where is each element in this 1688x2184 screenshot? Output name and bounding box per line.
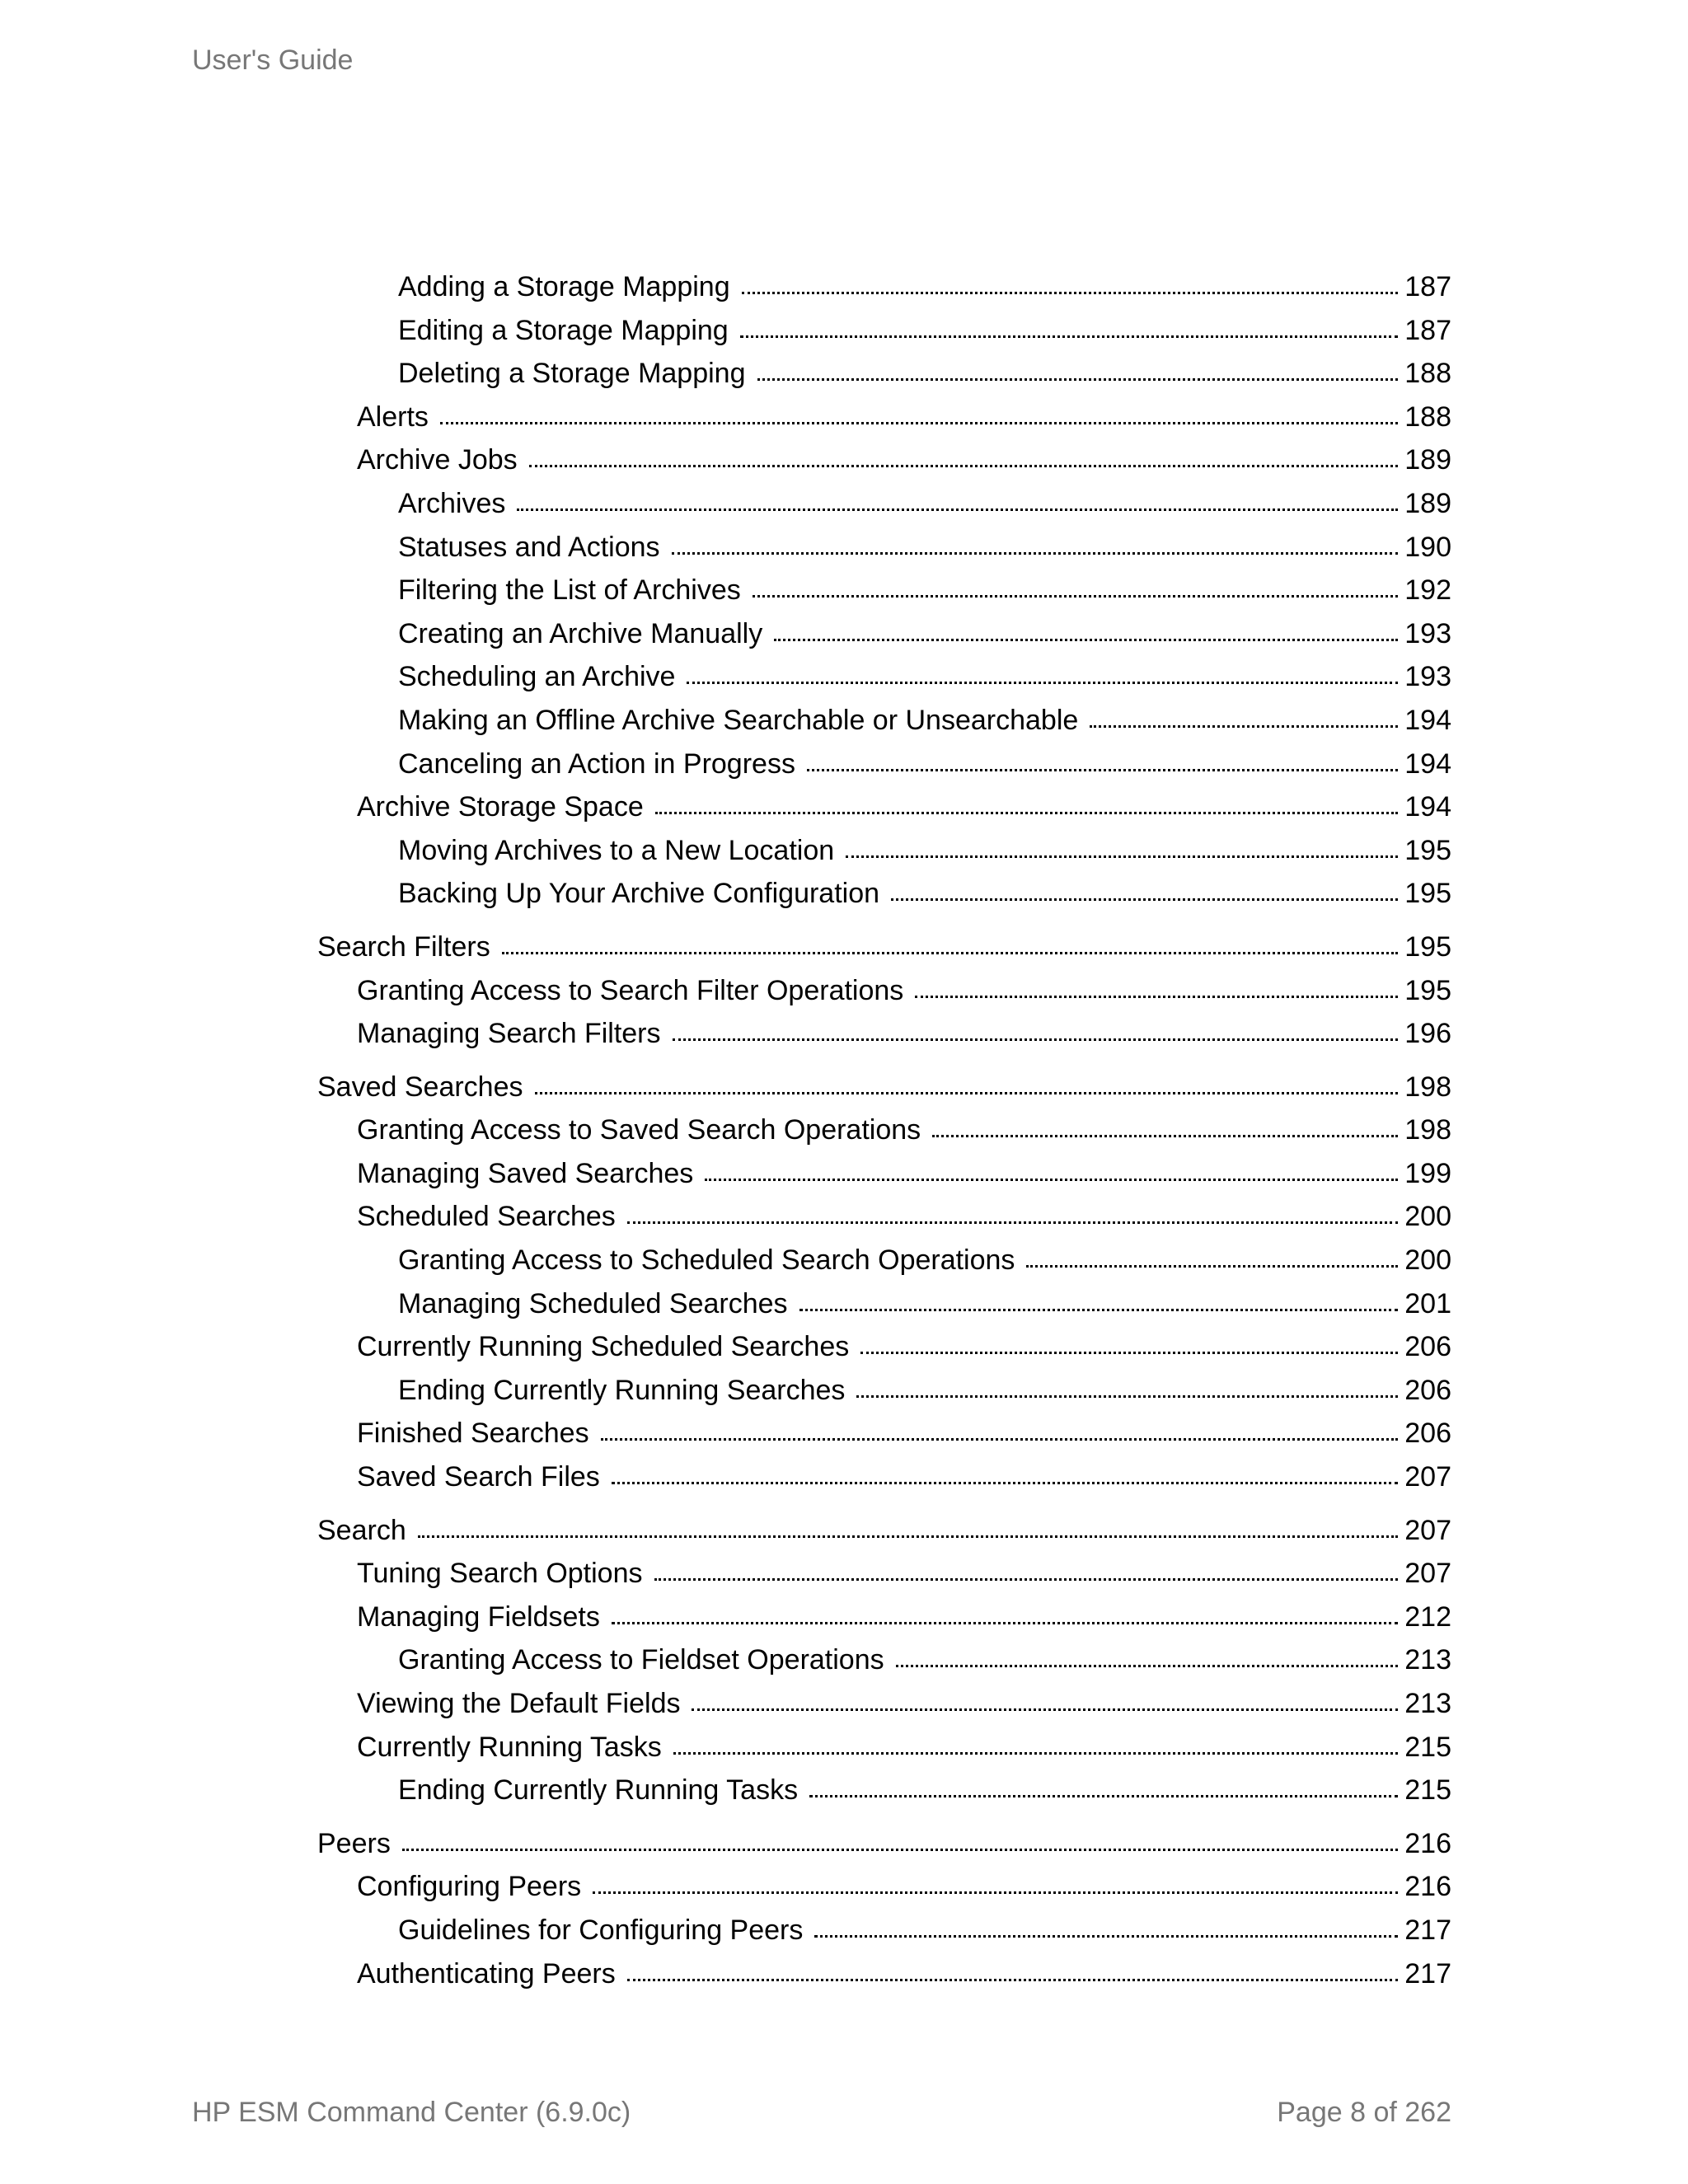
toc-entry-title: Archive Storage Space — [357, 791, 644, 823]
toc-entry-page: 206 — [1404, 1418, 1451, 1450]
toc-entry-page: 207 — [1404, 1514, 1451, 1546]
toc-entry-page: 190 — [1404, 531, 1451, 563]
toc-entry[interactable] — [317, 1726, 1451, 1769]
toc-entry-page: 213 — [1404, 1688, 1451, 1719]
toc-entry-page: 207 — [1404, 1461, 1451, 1493]
toc-entry-page: 187 — [1404, 271, 1451, 302]
toc-entry-page: 195 — [1404, 878, 1451, 910]
dot-leader — [402, 1847, 1398, 1851]
toc-entry[interactable] — [317, 1108, 1451, 1152]
dot-leader — [440, 420, 1398, 424]
toc-entry[interactable] — [317, 785, 1451, 829]
dot-leader — [654, 1577, 1399, 1581]
toc-entry-title: Authenticating Peers — [357, 1957, 616, 1990]
toc-entry[interactable] — [317, 1682, 1451, 1726]
toc-entry[interactable] — [317, 1239, 1451, 1282]
dot-leader — [1090, 724, 1398, 728]
toc-entry-page: 194 — [1404, 748, 1451, 780]
toc-entry[interactable] — [317, 482, 1451, 526]
toc-entry[interactable] — [317, 1552, 1451, 1596]
dot-leader — [856, 1394, 1398, 1398]
toc-entry-title: Finished Searches — [357, 1418, 589, 1450]
toc-entry-page: 201 — [1404, 1287, 1451, 1319]
toc-entry[interactable] — [317, 1769, 1451, 1812]
toc-entry-title: Viewing the Default Fields — [357, 1688, 681, 1719]
toc-entry-title: Editing a Storage Mapping — [398, 314, 729, 346]
toc-entry-title: Guidelines for Configuring Peers — [398, 1914, 804, 1946]
toc-entry-page: 194 — [1404, 704, 1451, 736]
dot-leader — [418, 1534, 1399, 1538]
toc-entry[interactable] — [317, 699, 1451, 743]
toc-entry-title: Scheduled Searches — [357, 1201, 616, 1233]
toc-entry[interactable] — [317, 1455, 1451, 1499]
toc-entry-title: Managing Search Filters — [357, 1018, 661, 1050]
toc-entry-page: 206 — [1404, 1331, 1451, 1363]
toc-entry[interactable] — [317, 829, 1451, 873]
toc-entry[interactable] — [317, 1282, 1451, 1326]
toc-entry[interactable] — [317, 1012, 1451, 1056]
toc-entry-page: 195 — [1404, 974, 1451, 1006]
toc-entry-page: 192 — [1404, 574, 1451, 607]
dot-leader — [799, 1307, 1399, 1311]
toc-entry-title: Filtering the List of Archives — [398, 574, 741, 607]
toc-entry[interactable] — [317, 309, 1451, 353]
toc-entry-title: Backing Up Your Archive Configuration — [398, 878, 880, 910]
dot-leader — [807, 767, 1398, 771]
toc-entry-title: Ending Currently Running Searches — [398, 1374, 846, 1406]
toc-entry-page: 198 — [1404, 1114, 1451, 1146]
toc-entry[interactable] — [317, 1822, 1451, 1866]
dot-leader — [809, 1793, 1398, 1797]
toc-entry-title: Scheduling an Archive — [398, 661, 676, 693]
toc-entry-page: 206 — [1404, 1374, 1451, 1406]
toc-entry[interactable] — [317, 1952, 1451, 1996]
toc-entry-page: 195 — [1404, 930, 1451, 963]
toc-entry[interactable] — [317, 1909, 1451, 1952]
toc-entry-title: Currently Running Scheduled Searches — [357, 1331, 850, 1363]
toc-entry-title: Managing Fieldsets — [357, 1601, 600, 1633]
toc-entry[interactable] — [317, 1195, 1451, 1239]
toc-entry-title: Canceling an Action in Progress — [398, 748, 795, 780]
toc-entry[interactable] — [317, 926, 1451, 969]
dot-leader — [529, 463, 1399, 467]
toc-entry[interactable] — [317, 352, 1451, 396]
toc-entry[interactable] — [317, 1152, 1451, 1196]
dot-leader — [740, 334, 1399, 338]
dot-leader — [673, 1750, 1398, 1755]
toc-entry-title: Making an Offline Archive Searchable or Unsearchable — [398, 704, 1079, 736]
toc-entry-page: 196 — [1404, 1018, 1451, 1050]
toc-entry[interactable] — [317, 1412, 1451, 1455]
toc-entry[interactable] — [317, 655, 1451, 699]
dot-leader — [655, 810, 1399, 814]
dot-leader — [673, 1037, 1399, 1041]
toc-entry-page: 189 — [1404, 487, 1451, 519]
toc-entry-title: Saved Search Files — [357, 1461, 600, 1493]
toc-entry-page: 217 — [1404, 1914, 1451, 1946]
toc-entry-page: 188 — [1404, 401, 1451, 433]
dot-leader — [612, 1620, 1398, 1624]
toc-entry-title: Archives — [398, 487, 506, 519]
toc-entry[interactable] — [317, 969, 1451, 1013]
dot-leader — [517, 507, 1398, 511]
toc-entry-title: Ending Currently Running Tasks — [398, 1774, 799, 1807]
toc-entry[interactable] — [317, 265, 1451, 309]
toc-entry-title: Granting Access to Search Filter Operations — [357, 974, 904, 1006]
toc-entry-title: Managing Scheduled Searches — [398, 1287, 788, 1319]
toc-entry-page: 195 — [1404, 834, 1451, 866]
dot-leader — [672, 551, 1399, 555]
dot-leader — [757, 377, 1399, 381]
toc-entry-page: 212 — [1404, 1601, 1451, 1633]
dot-leader — [891, 897, 1398, 901]
dot-leader — [627, 1220, 1398, 1224]
dot-leader — [601, 1436, 1399, 1441]
dot-leader — [502, 950, 1399, 954]
dot-leader — [535, 1090, 1399, 1094]
toc-entry-title: Granting Access to Fieldset Operations — [398, 1644, 884, 1676]
dot-leader — [692, 1707, 1398, 1711]
dot-leader — [627, 1977, 1399, 1981]
dot-leader — [705, 1177, 1398, 1181]
dot-leader — [774, 637, 1398, 641]
toc-entry-title: Moving Archives to a New Location — [398, 834, 835, 866]
footer-product: HP ESM Command Center (6.9.0c) — [192, 2097, 631, 2128]
toc-entry-title: Adding a Storage Mapping — [398, 271, 730, 302]
dot-leader — [915, 994, 1398, 998]
toc-entry-title: Granting Access to Scheduled Search Operations — [398, 1244, 1015, 1277]
toc-entry-page: 213 — [1404, 1644, 1451, 1676]
dot-leader — [1026, 1263, 1398, 1268]
toc-entry[interactable] — [317, 438, 1451, 482]
toc-entry[interactable] — [317, 1369, 1451, 1413]
toc-entry-page: 215 — [1404, 1731, 1451, 1763]
toc-entry-page: 193 — [1404, 661, 1451, 693]
toc-entry-page: 194 — [1404, 791, 1451, 823]
toc-entry[interactable] — [317, 1509, 1451, 1553]
toc-entry-page: 193 — [1404, 617, 1451, 649]
toc-entry-title: Saved Searches — [317, 1071, 523, 1103]
toc-entry-title: Statuses and Actions — [398, 531, 660, 563]
dot-leader — [753, 593, 1399, 598]
toc-entry[interactable] — [317, 1865, 1451, 1909]
dot-leader — [896, 1663, 1399, 1667]
toc-entry-page: 199 — [1404, 1157, 1451, 1189]
toc-entry-title: Peers — [317, 1827, 391, 1859]
toc-entry[interactable] — [317, 569, 1451, 612]
toc-entry-page: 216 — [1404, 1871, 1451, 1903]
toc-entry-title: Managing Saved Searches — [357, 1157, 694, 1189]
toc-entry-title: Currently Running Tasks — [357, 1731, 662, 1763]
toc-entry[interactable] — [317, 1638, 1451, 1682]
toc-entry-title: Archive Jobs — [357, 444, 518, 476]
toc-entry-page: 215 — [1404, 1774, 1451, 1807]
toc-entry-page: 188 — [1404, 358, 1451, 390]
dot-leader — [612, 1480, 1398, 1484]
dot-leader — [593, 1890, 1398, 1894]
toc-entry[interactable] — [317, 1066, 1451, 1109]
toc-entry-title: Creating an Archive Manually — [398, 617, 763, 649]
dot-leader — [687, 680, 1398, 684]
toc-entry-title: Alerts — [357, 401, 429, 433]
toc-entry-page: 200 — [1404, 1201, 1451, 1233]
toc-entry-title: Configuring Peers — [357, 1871, 582, 1903]
toc-entry-page: 217 — [1404, 1957, 1451, 1990]
toc-entry-title: Deleting a Storage Mapping — [398, 358, 746, 390]
toc-entry[interactable] — [317, 396, 1451, 439]
table-of-contents — [317, 265, 1451, 1995]
dot-leader — [814, 1933, 1398, 1938]
toc-entry-page: 198 — [1404, 1071, 1451, 1103]
dot-leader — [932, 1133, 1398, 1137]
toc-entry-title: Search Filters — [317, 930, 490, 963]
toc-entry-title: Tuning Search Options — [357, 1558, 643, 1590]
toc-entry-page: 200 — [1404, 1244, 1451, 1277]
toc-entry[interactable] — [317, 526, 1451, 569]
dot-leader — [860, 1350, 1398, 1354]
footer-page-number: Page 8 of 262 — [1277, 2097, 1451, 2128]
running-header: User's Guide — [192, 45, 354, 76]
toc-entry-title: Search — [317, 1514, 406, 1546]
toc-entry-page: 207 — [1404, 1558, 1451, 1590]
toc-entry-page: 189 — [1404, 444, 1451, 476]
toc-entry[interactable] — [317, 612, 1451, 656]
toc-entry[interactable] — [317, 1596, 1451, 1639]
toc-entry-page: 216 — [1404, 1827, 1451, 1859]
toc-entry[interactable] — [317, 743, 1451, 786]
toc-entry[interactable] — [317, 1325, 1451, 1369]
dot-leader — [742, 290, 1399, 294]
dot-leader — [846, 854, 1398, 858]
toc-entry-title: Granting Access to Saved Search Operations — [357, 1114, 921, 1146]
toc-entry-page: 187 — [1404, 314, 1451, 346]
toc-entry[interactable] — [317, 872, 1451, 916]
